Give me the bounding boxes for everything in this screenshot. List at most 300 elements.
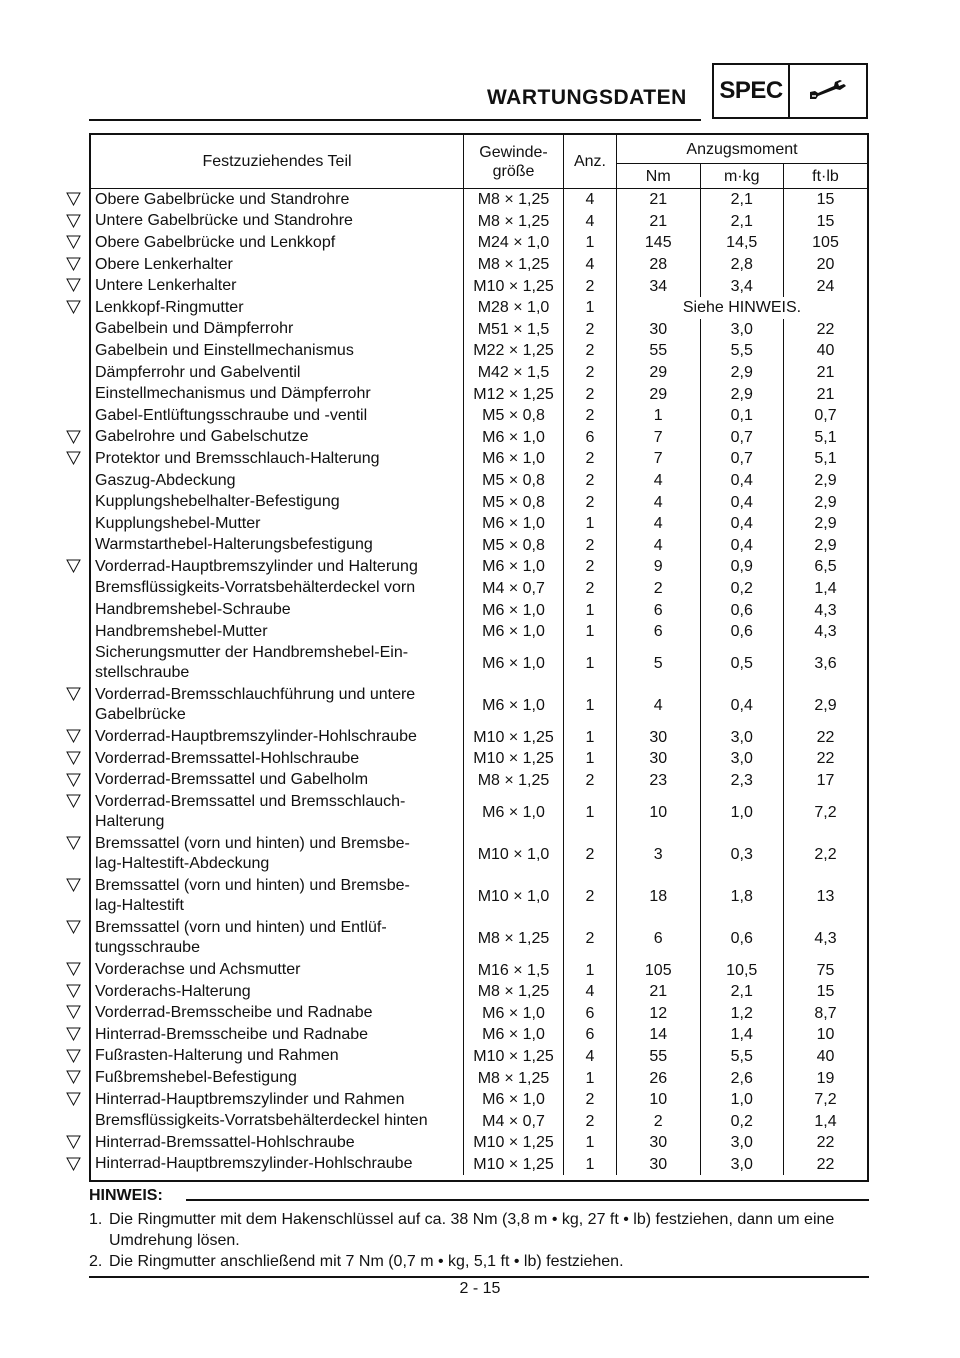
part-cell: Obere Gabelbrücke und Lenkkopf [91,232,464,254]
ftlb-cell: 2,2 [814,845,837,863]
mkg-cell: 0,4 [700,684,784,726]
thread-cell: M5 × 0,8 [464,405,564,427]
warning-triangle-icon [66,878,81,892]
ftlb-cell: 40 [816,342,835,360]
thread-cell: M6 × 1,0 [464,684,564,726]
thread-cell: M8 × 1,25 [464,254,564,276]
qty-cell: 1 [564,726,617,748]
nm-cell: 1 [617,405,701,427]
part-cell: Hinterrad-Hauptbremszylinder und Rahmen [91,1089,464,1111]
table-row [91,726,867,748]
warning-triangle-icon [66,451,81,465]
col-header-part: Festzuziehendes Teil [91,135,464,189]
mkg-cell: 2,8 [700,254,784,276]
nm-cell: 4 [617,513,701,535]
ftlb-cell: 0,7 [814,407,837,425]
nm-cell: 12 [617,1002,701,1024]
qty-cell: 4 [564,981,617,1003]
ftlb-cell: 24 [816,277,835,295]
thread-cell: M10 × 1,25 [464,275,564,297]
nm-cell: 3 [617,833,701,875]
qty-cell: 6 [564,1024,617,1046]
qty-cell: 2 [564,319,617,341]
warning-triangle-icon [66,920,81,934]
thread-cell: M6 × 1,0 [464,1002,564,1024]
qty-cell: 1 [564,684,617,726]
warning-triangle-icon [66,1027,81,1041]
col-header-thread: Gewinde- größe [464,135,564,189]
ftlb-cell: 1,4 [814,579,837,597]
warning-triangle-icon [66,1070,81,1084]
ftlb-cell: 8,7 [814,1004,837,1022]
nm-cell: 4 [617,491,701,513]
table-row [91,513,867,535]
table-row [91,405,867,427]
table-row [91,1067,867,1089]
table-row [91,1024,867,1046]
table-row [91,535,867,557]
qty-cell: 1 [564,513,617,535]
nm-cell: 34 [617,275,701,297]
mkg-cell: 3,0 [700,319,784,341]
thread-cell: M10 × 1,25 [464,726,564,748]
mkg-cell: 5,5 [700,340,784,362]
note-number: 2. [89,1253,103,1270]
nm-cell: 21 [617,211,701,233]
qty-cell: 1 [564,1067,617,1089]
mkg-cell: 0,6 [700,599,784,621]
part-cell: Obere Gabelbrücke und Standrohre [91,189,464,211]
table-row [91,319,867,341]
nm-cell: 55 [617,340,701,362]
ftlb-cell: 5,1 [814,450,837,468]
qty-cell: 6 [564,1002,617,1024]
ftlb-cell: 15 [816,983,835,1001]
ftlb-cell: 22 [816,728,835,746]
qty-cell: 1 [564,748,617,770]
table-row [91,340,867,362]
part-cell: Gabel-Entlüftungsschraube und -ventil [91,405,464,427]
ftlb-cell: 6,5 [814,558,837,576]
part-cell: Untere Gabelbrücke und Standrohre [91,211,464,233]
thread-cell: M28 × 1,0 [464,297,564,319]
ftlb-cell: 15 [816,212,835,230]
part-cell: Bremssattel (vorn und hinten) und Bremsbe- lag-Haltestift-Abdeckung [91,833,464,875]
qty-cell: 1 [564,297,617,319]
qty-cell: 2 [564,1089,617,1111]
table-row [91,1046,867,1068]
warning-triangle-icon [66,278,81,292]
thread-cell: M10 × 1,0 [464,875,564,917]
table-row [91,275,867,297]
nm-cell: 29 [617,383,701,405]
part-cell: Bremsflüssigkeits-Vorratsbehälterdeckel vorn [91,578,464,600]
table-row [91,556,867,578]
mkg-cell: 0,4 [700,513,784,535]
nm-cell: 14 [617,1024,701,1046]
thread-cell: M6 × 1,0 [464,427,564,449]
table-row [91,1132,867,1154]
qty-cell: 1 [564,959,617,981]
table-row [91,189,867,211]
qty-cell: 1 [564,599,617,621]
thread-cell: M22 × 1,25 [464,340,564,362]
thread-cell: M6 × 1,0 [464,448,564,470]
note-text: Die Ringmutter mit dem Hakenschlüssel auf ca. 38 Nm (3,8 m • kg, 27 ft • lb) festziehen, dann um eine Umdrehung lösen. [109,1211,835,1249]
qty-cell: 4 [564,1046,617,1068]
part-cell: Obere Lenkerhalter [91,254,464,276]
warning-triangle-icon [66,1092,81,1106]
nm-cell: 10 [617,791,701,833]
page-title: WARTUNGSDATEN [487,86,687,109]
warning-triangle-icon [66,1049,81,1063]
nm-cell: 18 [617,875,701,917]
qty-cell: 2 [564,275,617,297]
warning-triangle-icon [66,751,81,765]
nm-cell: 105 [617,959,701,981]
thread-cell: M24 × 1,0 [464,232,564,254]
header-rule [89,119,701,121]
ftlb-cell: 10 [816,1026,835,1044]
mkg-cell: 0,6 [700,917,784,959]
qty-cell: 1 [564,1154,617,1176]
ftlb-cell: 2,9 [814,536,837,554]
ftlb-cell: 7,2 [814,803,837,821]
mkg-cell: 10,5 [700,959,784,981]
warning-triangle-icon [66,794,81,808]
qty-cell: 2 [564,556,617,578]
part-cell: Gabelbein und Dämpferrohr [91,319,464,341]
mkg-cell: 1,0 [700,791,784,833]
warning-triangle-icon [66,984,81,998]
part-cell: Bremssattel (vorn und hinten) und Entlüf- tungsschraube [91,917,464,959]
nm-cell: 4 [617,535,701,557]
warning-triangle-icon [66,962,81,976]
nm-cell: 30 [617,726,701,748]
nm-cell: 2 [617,578,701,600]
mkg-cell: 3,4 [700,275,784,297]
part-cell: Hinterrad-Bremsscheibe und Radnabe [91,1024,464,1046]
mkg-cell: 0,4 [700,470,784,492]
table-row [91,1002,867,1024]
ftlb-cell: 2,9 [814,696,837,714]
warning-triangle-icon [66,235,81,249]
warning-triangle-icon [66,257,81,271]
part-cell: Fußbremshebel-Befestigung [91,1067,464,1089]
ftlb-cell: 40 [816,1047,835,1065]
qty-cell: 2 [564,875,617,917]
qty-cell: 4 [564,211,617,233]
table-row [91,748,867,770]
thread-cell: M6 × 1,0 [464,513,564,535]
thread-cell: M6 × 1,0 [464,621,564,643]
part-cell: Kupplungshebel-Mutter [91,513,464,535]
qty-cell: 1 [564,232,617,254]
qty-cell: 2 [564,470,617,492]
page-number: 2 - 15 [459,1280,501,1297]
mkg-cell: 5,5 [700,1046,784,1068]
thread-cell: M8 × 1,25 [464,1067,564,1089]
qty-cell: 2 [564,405,617,427]
thread-cell: M8 × 1,25 [464,917,564,959]
qty-cell: 1 [564,642,617,684]
part-cell: Handbremshebel-Schraube [91,599,464,621]
table-row [91,448,867,470]
mkg-cell: 2,9 [700,362,784,384]
qty-cell: 2 [564,917,617,959]
table-row [91,917,867,959]
col-header-ftlb: ft·lb [784,164,868,189]
part-cell: Gabelbein und Einstellmechanismus [91,340,464,362]
thread-cell: M6 × 1,0 [464,1089,564,1111]
wrench-badge [790,63,868,119]
torque-table [89,133,869,1182]
nm-cell: 10 [617,1089,701,1111]
table-row [91,491,867,513]
mkg-cell: 1,2 [700,1002,784,1024]
ftlb-cell: 105 [812,234,839,252]
part-cell: Vorderrad-Hauptbremszylinder-Hohlschraube [91,726,464,748]
qty-cell: 2 [564,833,617,875]
part-cell: Vorderrad-Bremssattel und Bremsschlauch- Halterung [91,791,464,833]
nm-cell: 6 [617,599,701,621]
qty-cell: 2 [564,770,617,792]
part-cell: Dämpferrohr und Gabelventil [91,362,464,384]
thread-cell: M16 × 1,5 [464,959,564,981]
ftlb-cell: 2,9 [814,515,837,533]
mkg-cell: 0,4 [700,491,784,513]
nm-cell: 29 [617,362,701,384]
ftlb-cell: 4,3 [814,623,837,641]
ftlb-cell: 19 [816,1069,835,1087]
part-cell: Warmstarthebel-Halterungsbefestigung [91,535,464,557]
table-row [91,297,867,319]
mkg-cell: 0,9 [700,556,784,578]
warning-triangle-icon [66,1157,81,1171]
nm-cell: 9 [617,556,701,578]
mkg-cell: 0,6 [700,621,784,643]
warning-triangle-icon [66,214,81,228]
thread-cell: M10 × 1,25 [464,748,564,770]
nm-cell: 6 [617,917,701,959]
ftlb-cell: 4,3 [814,601,837,619]
part-cell: Gabelrohre und Gabelschutze [91,427,464,449]
ftlb-cell: 17 [816,771,835,789]
thread-cell: M5 × 0,8 [464,470,564,492]
warning-triangle-icon [66,729,81,743]
table-row [91,232,867,254]
thread-cell: M10 × 1,0 [464,833,564,875]
mkg-cell: 2,3 [700,770,784,792]
part-cell: Vorderachs-Halterung [91,981,464,1003]
mkg-cell: 14,5 [700,232,784,254]
nm-cell: 26 [617,1067,701,1089]
note-number: 1. [89,1211,103,1228]
mkg-cell: 2,1 [700,981,784,1003]
nm-cell: 7 [617,427,701,449]
thread-cell: M6 × 1,0 [464,791,564,833]
nm-cell: 145 [617,232,701,254]
part-cell: Bremssattel (vorn und hinten) und Bremsbe- lag-Haltestift [91,875,464,917]
nm-cell: 30 [617,1154,701,1176]
thread-cell: M10 × 1,25 [464,1046,564,1068]
part-cell: Vorderrad-Bremsschlauchführung und untere Gabelbrücke [91,684,464,726]
mkg-cell: 0,3 [700,833,784,875]
qty-cell: 2 [564,340,617,362]
col-header-torque: Anzugsmoment [686,140,798,158]
nm-cell: 4 [617,470,701,492]
nm-cell: 21 [617,981,701,1003]
ftlb-cell: 22 [816,1134,835,1152]
col-header-qty: Anz. [564,135,617,189]
qty-cell: 2 [564,448,617,470]
table-row [91,959,867,981]
qty-cell: 1 [564,791,617,833]
ftlb-cell: 22 [816,320,835,338]
ftlb-cell: 20 [816,256,835,274]
torque-note-cell: Siehe HINWEIS. [682,299,802,317]
thread-cell: M6 × 1,0 [464,556,564,578]
note-label: HINWEIS: [89,1187,163,1204]
mkg-cell: 0,4 [700,535,784,557]
part-cell: Vorderachse und Achsmutter [91,959,464,981]
ftlb-cell: 21 [816,364,835,382]
mkg-cell: 0,2 [700,578,784,600]
thread-cell: M10 × 1,25 [464,1132,564,1154]
thread-cell: M5 × 0,8 [464,535,564,557]
mkg-cell: 2,1 [700,211,784,233]
ftlb-cell: 15 [816,191,835,209]
thread-cell: M4 × 0,7 [464,1110,564,1132]
qty-cell: 2 [564,1110,617,1132]
warning-triangle-icon [66,836,81,850]
part-cell: Bremsflüssigkeits-Vorratsbehälterdeckel hinten [91,1110,464,1132]
mkg-cell: 0,1 [700,405,784,427]
nm-cell: 30 [617,1132,701,1154]
table-row [91,833,867,875]
table-row [91,875,867,917]
table-row [91,599,867,621]
thread-cell: M8 × 1,25 [464,211,564,233]
table-row [91,211,867,233]
ftlb-cell: 7,2 [814,1091,837,1109]
part-cell: Sicherungsmutter der Handbremshebel-Ein- stellschraube [91,642,464,684]
nm-cell: 6 [617,621,701,643]
thread-cell: M4 × 0,7 [464,578,564,600]
wrench-icon [806,77,850,105]
ftlb-cell: 2,9 [814,493,837,511]
warning-triangle-icon [66,687,81,701]
thread-cell: M6 × 1,0 [464,642,564,684]
mkg-cell: 1,4 [700,1024,784,1046]
note-text: Die Ringmutter anschließend mit 7 Nm (0,7 m • kg, 5,1 ft • lb) festziehen. [109,1253,624,1270]
warning-triangle-icon [66,192,81,206]
part-cell: Einstellmechanismus und Dämpferrohr [91,383,464,405]
thread-cell: M8 × 1,25 [464,981,564,1003]
note-rule [186,1199,869,1201]
part-cell: Vorderrad-Bremsscheibe und Radnabe [91,1002,464,1024]
table-row [91,578,867,600]
nm-cell: 2 [617,1110,701,1132]
qty-cell: 2 [564,491,617,513]
nm-cell: 23 [617,770,701,792]
col-header-nm: Nm [617,164,701,189]
warning-triangle-icon [66,773,81,787]
ftlb-cell: 21 [816,385,835,403]
part-cell: Vorderrad-Bremssattel und Gabelholm [91,770,464,792]
part-cell: Protektor und Bremsschlauch-Halterung [91,448,464,470]
part-cell: Vorderrad-Hauptbremszylinder und Halterung [91,556,464,578]
table-row [91,1110,867,1132]
mkg-cell: 3,0 [700,726,784,748]
table-row [91,362,867,384]
warning-triangle-icon [66,1005,81,1019]
part-cell: Vorderrad-Bremssattel-Hohlschraube [91,748,464,770]
ftlb-cell: 75 [816,961,835,979]
qty-cell: 4 [564,189,617,211]
warning-triangle-icon [66,300,81,314]
part-cell: Gaszug-Abdeckung [91,470,464,492]
ftlb-cell: 13 [816,887,835,905]
qty-cell: 2 [564,578,617,600]
nm-cell: 30 [617,748,701,770]
mkg-cell: 1,0 [700,1089,784,1111]
table-row [91,1089,867,1111]
part-cell: Lenkkopf-Ringmutter [91,297,464,319]
qty-cell: 2 [564,383,617,405]
qty-cell: 1 [564,1132,617,1154]
warning-triangle-icon [66,559,81,573]
ftlb-cell: 1,4 [814,1112,837,1130]
table-row [91,1154,867,1176]
mkg-cell: 2,6 [700,1067,784,1089]
footer-rule [89,1276,869,1278]
thread-cell: M10 × 1,25 [464,1154,564,1176]
table-row [91,981,867,1003]
mkg-cell: 2,1 [700,189,784,211]
warning-triangle-icon [66,430,81,444]
warning-triangle-icon [66,1135,81,1149]
ftlb-cell: 22 [816,750,835,768]
mkg-cell: 3,0 [700,1154,784,1176]
ftlb-cell: 2,9 [814,472,837,490]
nm-cell: 5 [617,642,701,684]
part-cell: Kupplungshebelhalter-Befestigung [91,491,464,513]
ftlb-cell: 4,3 [814,929,837,947]
table-row [91,621,867,643]
nm-cell: 21 [617,189,701,211]
mkg-cell: 0,7 [700,427,784,449]
part-cell: Untere Lenkerhalter [91,275,464,297]
qty-cell: 2 [564,535,617,557]
thread-cell: M6 × 1,0 [464,599,564,621]
ftlb-cell: 3,6 [814,654,837,672]
nm-cell: 4 [617,684,701,726]
thread-cell: M12 × 1,25 [464,383,564,405]
mkg-cell: 2,9 [700,383,784,405]
col-header-mkg: m·kg [700,164,784,189]
mkg-cell: 0,2 [700,1110,784,1132]
mkg-cell: 3,0 [700,1132,784,1154]
ftlb-cell: 5,1 [814,428,837,446]
spec-badge: SPEC [712,63,790,119]
table-row [91,470,867,492]
part-cell: Fußrasten-Halterung und Rahmen [91,1046,464,1068]
thread-cell: M6 × 1,0 [464,1024,564,1046]
mkg-cell: 0,5 [700,642,784,684]
table-row [91,383,867,405]
thread-cell: M8 × 1,25 [464,189,564,211]
